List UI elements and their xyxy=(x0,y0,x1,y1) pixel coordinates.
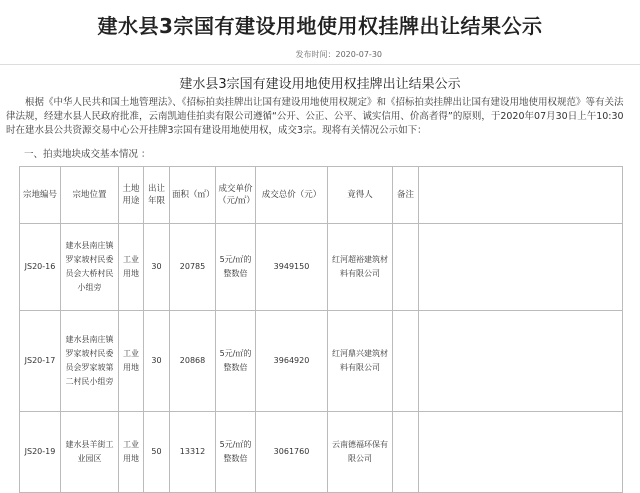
cell-term: 30 xyxy=(144,224,170,311)
cell-term: 30 xyxy=(144,311,170,412)
header-code: 宗地编号 xyxy=(20,167,61,224)
cell-location: 建水县南庄镇罗家坡村民委员会罗家坡第二村民小组旁 xyxy=(61,311,119,412)
publish-date-label: 发布时间： xyxy=(295,50,336,59)
publish-date xyxy=(296,49,383,60)
cell-area: 20868 xyxy=(170,311,216,412)
section-heading: 一、拍卖地块成交基本情况 ： xyxy=(24,149,151,160)
cell-code: JS20-17 xyxy=(20,311,61,412)
table-header-row xyxy=(20,167,623,224)
page-title: 建水县3宗国有建设用地使用权挂牌出让结果公示 xyxy=(97,14,543,38)
cell-price: 5元/㎡的整数倍 xyxy=(216,311,256,412)
header-blank xyxy=(419,167,623,224)
article-subtitle: 建水县3宗国有建设用地使用权挂牌出让结果公示 xyxy=(179,77,461,92)
header-total: 成交总价（元） xyxy=(256,167,328,224)
cell-buyer: 红河鼎兴建筑材料有限公司 xyxy=(328,311,393,412)
cell-blank xyxy=(419,412,623,493)
article-paragraph: 根据《中华人民共和国土地管理法》、《招标拍卖挂牌出让国有建设用地使用权规定》和《招标拍卖挂牌出让国有建设用地使用权规范》等有关法律法规，经建水县人民政府批准，云南凯迪佳拍卖有限公司遵循“公开、公正、公平、诚实信用、价高者得”的原则，于2020年07月30日上午10:30时在建水县公共资源交易中心公开挂牌3宗国有建设用地使用权，成交3宗。现将有关情况公示如下： xyxy=(6,97,624,136)
header-buyer: 竟得人 xyxy=(328,167,393,224)
land-results-table xyxy=(19,166,623,493)
cell-remark xyxy=(393,311,419,412)
table-row xyxy=(20,224,623,311)
cell-blank xyxy=(419,224,623,311)
cell-remark xyxy=(393,224,419,311)
cell-total: 3061760 xyxy=(256,412,328,493)
publish-date-value: 2020-07-30 xyxy=(335,50,382,59)
header-location: 宗地位置 xyxy=(61,167,119,224)
header-term: 出让年限 xyxy=(144,167,170,224)
cell-code: JS20-16 xyxy=(20,224,61,311)
table-row xyxy=(20,311,623,412)
cell-location: 建水县南庄镇罗家坡村民委员会大桥村民小组旁 xyxy=(61,224,119,311)
cell-buyer: 云南德福环保有限公司 xyxy=(328,412,393,493)
cell-total: 3949150 xyxy=(256,224,328,311)
header-divider xyxy=(0,64,640,65)
cell-code: JS20-19 xyxy=(20,412,61,493)
header-remark: 备注 xyxy=(393,167,419,224)
cell-remark xyxy=(393,412,419,493)
cell-price: 5元/㎡的整数倍 xyxy=(216,224,256,311)
header-price: 成交单价（元/㎡） xyxy=(216,167,256,224)
cell-use: 工业用地 xyxy=(119,224,144,311)
cell-area: 20785 xyxy=(170,224,216,311)
cell-buyer: 红河超裕建筑材料有限公司 xyxy=(328,224,393,311)
cell-price: 5元/㎡的整数倍 xyxy=(216,412,256,493)
cell-use: 工业用地 xyxy=(119,311,144,412)
header-area: 面积（㎡） xyxy=(170,167,216,224)
cell-use: 工业用地 xyxy=(119,412,144,493)
cell-blank xyxy=(419,311,623,412)
cell-area: 13312 xyxy=(170,412,216,493)
cell-location: 建水县羊街工业园区 xyxy=(61,412,119,493)
header-use: 土地用途 xyxy=(119,167,144,224)
cell-term: 50 xyxy=(144,412,170,493)
cell-total: 3964920 xyxy=(256,311,328,412)
table-row xyxy=(20,412,623,493)
